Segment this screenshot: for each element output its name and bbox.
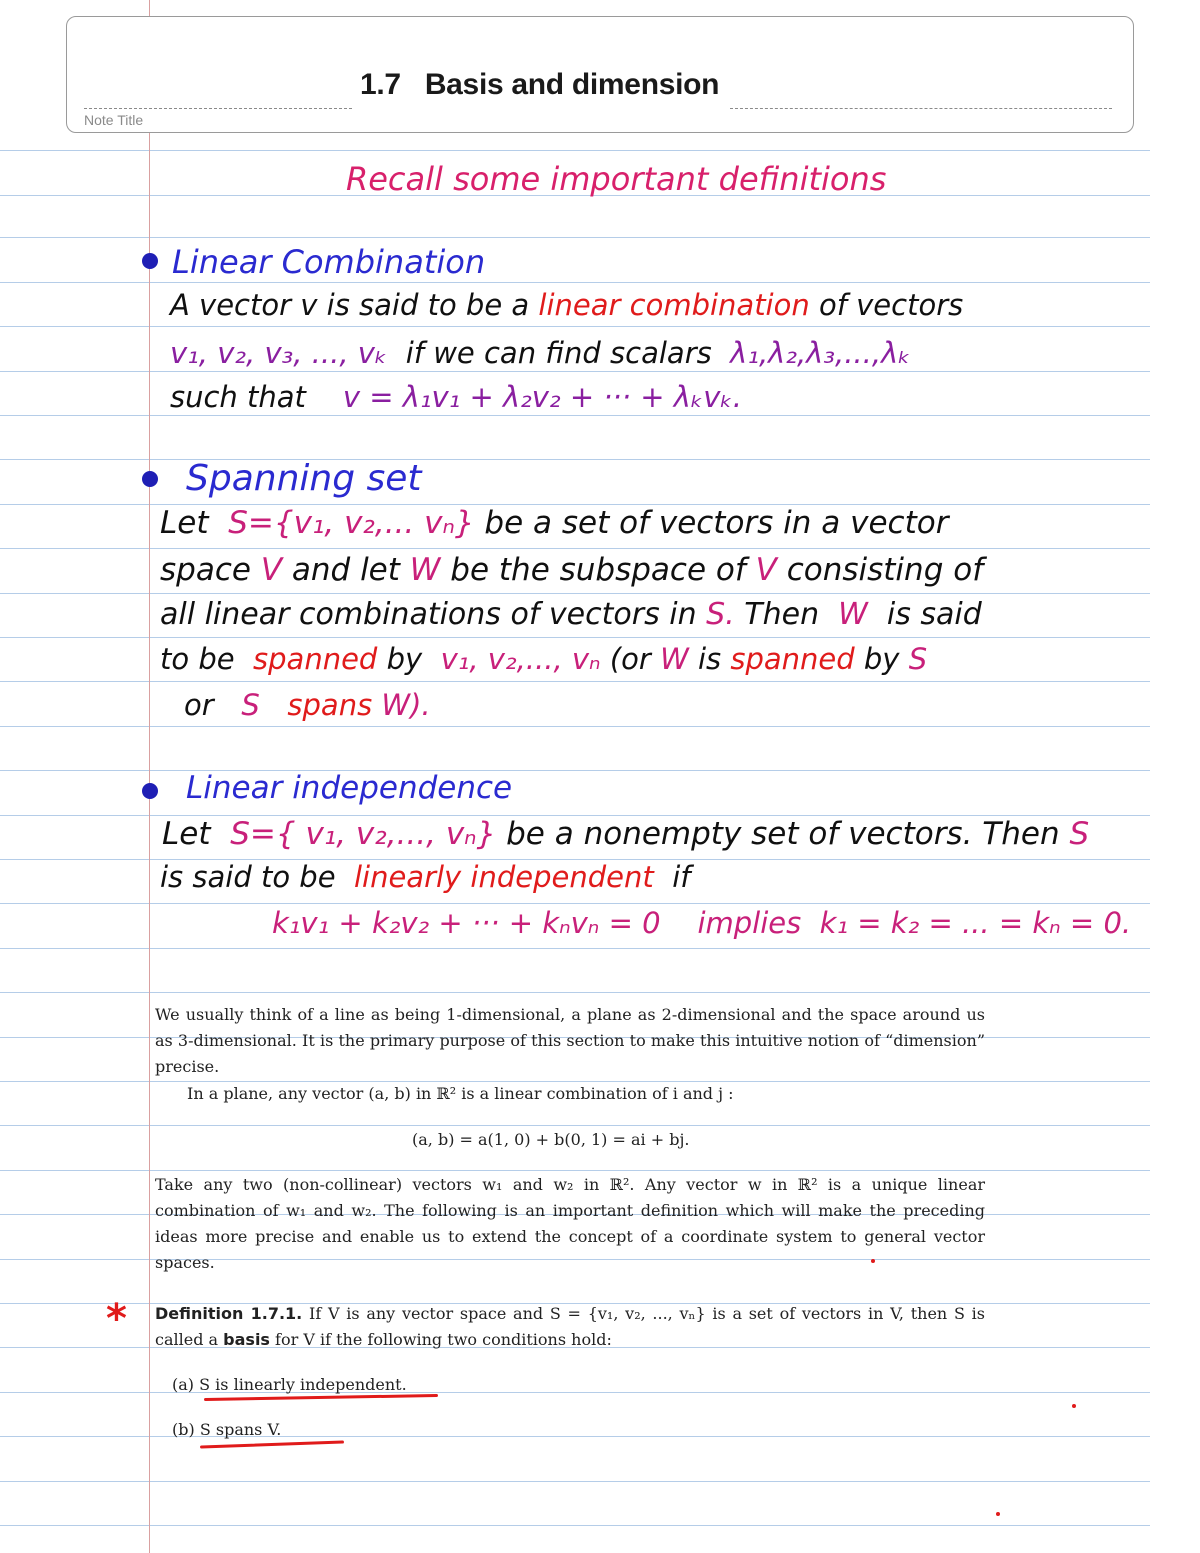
lc-line1: A vector v is said to be a linear combination of vectors [170,288,964,322]
lc-line3: such that v = λ₁v₁ + λ₂v₂ + ··· + λₖvₖ. [170,380,742,414]
li-line3: k₁v₁ + k₂v₂ + ··· + kₙvₙ = 0 implies k₁ = k₂ = ... = kₙ = 0. [272,906,1132,940]
pen-dot [871,1259,875,1263]
section-title: Basis and dimension [424,68,720,101]
note-title-label: Note Title [84,112,144,128]
spanning-set-title: Spanning set [186,458,422,499]
lc-line2: v₁, v₂, v₃, ..., vₖ if we can find scalars λ₁,λ₂,λ₃,...,λₖ [170,336,911,370]
section-number: 1.7 [360,68,401,101]
asterisk-annotation-icon: * [106,1296,127,1342]
ss-line2: space V and let W be the subspace of V consisting of [160,552,984,588]
condition-a: (a) S is linearly independent. [172,1375,407,1394]
definition-label: Definition 1.7.1. [155,1304,303,1323]
definition-block: Definition 1.7.1. If V is any vector space and S = {v₁, v₂, ..., vₙ} is a set of vectors in V, then S is called a basis for V if the following two conditions hold: [155,1304,986,1349]
linear-combination-title: Linear Combination [172,243,486,281]
typed-paragraph-2: In a plane, any vector (a, b) in ℝ² is a linear combination of i and j : [187,1084,734,1103]
bullet-icon [142,783,158,799]
typed-paragraph-3: Take any two (non-collinear) vectors w₁ and w₂ in ℝ². Any vector w in ℝ² is a unique linear combination of w₁ and w₂. The following is an important definition which will make the preceding ideas more precise and enable us to extend the concept of a coordinate system to general vector spaces. [155,1175,985,1272]
pen-dot [1072,1404,1076,1408]
ss-line4: to be spanned by v₁, v₂,..., vₙ (or W is spanned by S [160,642,928,676]
pen-dot [996,1512,1000,1516]
title-divider-left [84,108,352,109]
li-line2: is said to be linearly independent if [160,860,691,894]
handwritten-heading: Recall some important definitions [346,160,887,198]
condition-b: (b) S spans V. [172,1420,282,1439]
ss-line1: Let S={v₁, v₂,... vₙ} be a set of vectors in a vector [160,505,949,541]
basis-term: basis [223,1330,270,1349]
margin-line [149,0,150,1553]
ss-line5: or S spans W). [184,688,431,722]
equation: (a, b) = a(1, 0) + b(0, 1) = ai + bj. [412,1130,690,1149]
bullet-icon [142,253,158,269]
li-line1: Let S={ v₁, v₂,..., vₙ} be a nonempty set of vectors. Then S [162,816,1090,852]
title-divider-right [730,108,1112,109]
page-title [360,68,719,102]
bullet-icon [142,471,158,487]
ss-line3: all linear combinations of vectors in S. Then W is said [160,597,982,632]
typed-paragraph-1: We usually think of a line as being 1-dimensional, a plane as 2-dimensional and the space around us as 3-dimensional. It is the primary purpose of this section to make this intuitive notion of “dimension” precise. [155,1005,985,1076]
linear-independence-title: Linear independence [186,770,513,806]
